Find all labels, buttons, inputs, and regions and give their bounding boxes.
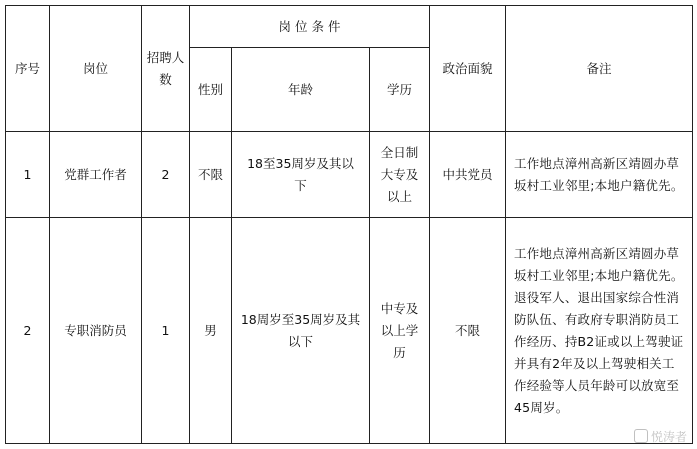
header-education: 学历 <box>370 48 430 132</box>
header-position: 岗位 <box>50 6 142 132</box>
cell-age <box>232 218 370 444</box>
recruitment-table <box>5 5 693 444</box>
cell-count: 1 <box>142 218 190 444</box>
cell-seq: 1 <box>6 132 50 218</box>
cell-remarks: 工作地点漳州高新区靖圆办草坂村工业邻里;本地户籍优先。 <box>506 132 693 218</box>
cell-age-text: 18至35周岁及其以下 <box>247 155 354 193</box>
cell-count: 2 <box>142 132 190 218</box>
cell-political: 中共党员 <box>430 132 506 218</box>
header-remarks: 备注 <box>506 6 693 132</box>
cell-position: 党群工作者 <box>50 132 142 218</box>
table-row <box>6 218 693 444</box>
table-row <box>6 132 693 218</box>
header-row-top <box>6 6 693 48</box>
watermark-logo-icon <box>634 429 648 443</box>
watermark-text: 悦涛者 <box>650 430 687 444</box>
cell-education-text: 中专及以上学历 <box>380 300 419 360</box>
cell-age <box>232 132 370 218</box>
cell-remarks: 工作地点漳州高新区靖圆办草坂村工业邻里;本地户籍优先。退役军人、退出国家综合性消防队伍、有政府专职消防员工作经历、持B2证或以上驾驶证并具有2年及以上驾驶相关工作经验等人员年龄可以放宽至45周岁。 <box>506 218 693 444</box>
header-seq: 序号 <box>6 6 50 132</box>
cell-political: 不限 <box>430 218 506 444</box>
header-age: 年龄 <box>232 48 370 132</box>
watermark <box>634 428 687 445</box>
header-recruit-count <box>142 6 190 132</box>
cell-gender: 不限 <box>190 132 232 218</box>
header-recruit-count-text: 招聘人数 <box>146 49 185 87</box>
cell-education <box>370 218 430 444</box>
cell-seq: 2 <box>6 218 50 444</box>
header-gender: 性别 <box>190 48 232 132</box>
cell-gender: 男 <box>190 218 232 444</box>
cell-position: 专职消防员 <box>50 218 142 444</box>
cell-age-text: 18周岁至35周岁及其以下 <box>240 311 361 349</box>
header-political: 政治面貌 <box>430 6 506 132</box>
cell-education-text: 全日制大专及以上 <box>380 144 419 204</box>
cell-education <box>370 132 430 218</box>
header-conditions: 岗 位 条 件 <box>190 6 430 48</box>
